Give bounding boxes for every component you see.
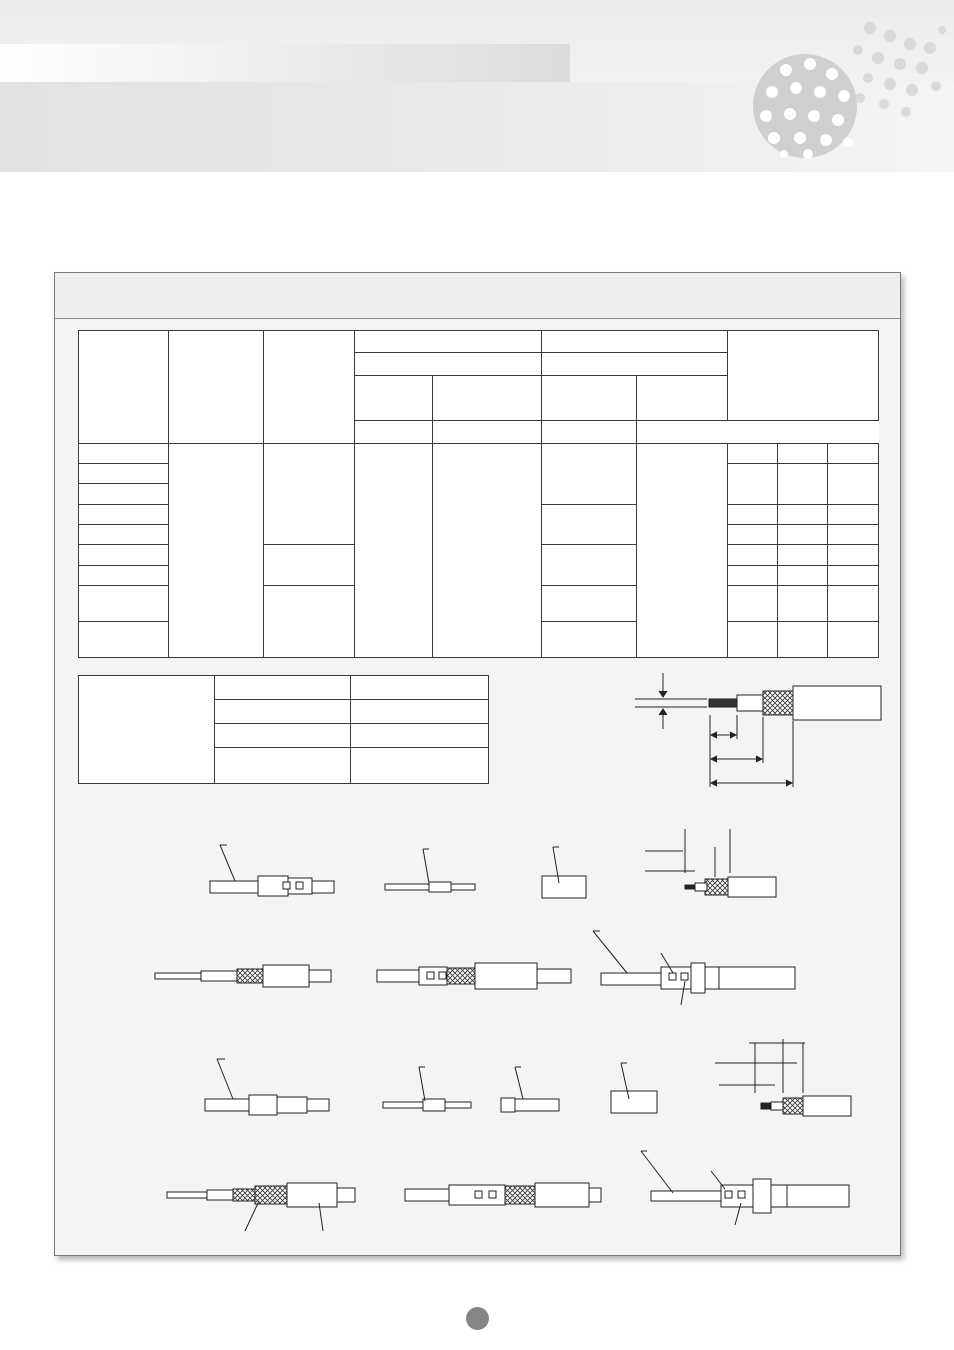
assembly-diagrams	[55, 273, 900, 1255]
stripping-dimension-diagram	[635, 673, 881, 787]
crimp-assembly-type-a	[210, 829, 776, 898]
crimp-assembly-type-b-assembled	[167, 1151, 849, 1231]
dot-circle-logo	[750, 16, 950, 166]
crimp-assembly-type-a-assembled	[155, 931, 795, 1005]
specification-panel	[54, 272, 901, 1256]
page-number	[466, 1307, 489, 1330]
crimp-assembly-type-b	[205, 1039, 851, 1116]
header-title-bar	[0, 44, 570, 82]
header-band	[0, 0, 954, 172]
